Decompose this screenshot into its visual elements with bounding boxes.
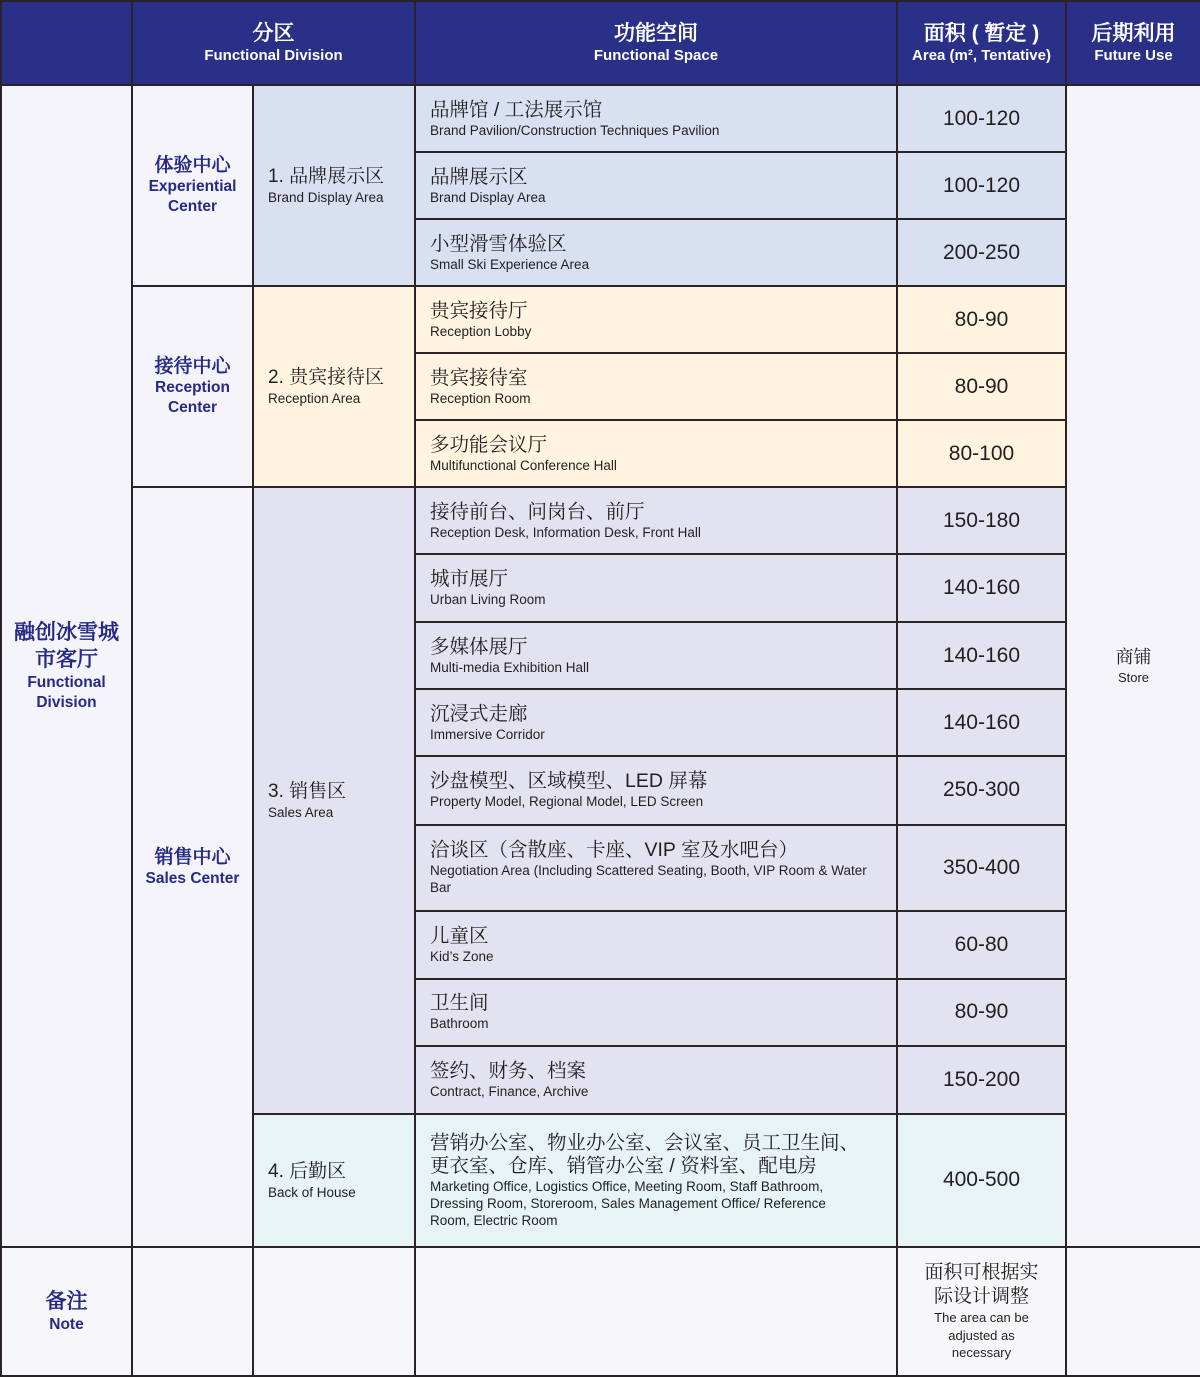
space-cell <box>415 420 897 487</box>
space-cell <box>415 622 897 689</box>
area-cell: 80-90 <box>897 353 1066 420</box>
area-cell: 140-160 <box>897 554 1066 622</box>
space-cell <box>415 1114 897 1247</box>
note-empty-cell <box>253 1247 415 1376</box>
center-experiential <box>132 85 253 286</box>
zone-en: Sales Area <box>268 805 334 820</box>
note-text-en: The area can be adjusted as necessary <box>934 1310 1029 1361</box>
zone-reception <box>253 286 415 487</box>
space-zh: 贵宾接待厅 <box>430 299 528 322</box>
space-en: Reception Desk, Information Desk, Front Hall <box>430 524 701 540</box>
center-zh: 体验中心 <box>154 155 231 177</box>
space-cell <box>415 689 897 756</box>
note-empty-cell <box>415 1247 897 1376</box>
center-reception <box>132 286 253 487</box>
note-text-zh: 面积可根据实际设计调整 <box>924 1262 1039 1308</box>
space-en: Small Ski Experience Area <box>430 256 590 272</box>
space-en: Urban Living Room <box>430 592 546 608</box>
zone-zh: 4. 后勤区 <box>268 1160 347 1182</box>
header-future <box>1066 1 1200 85</box>
header-future-en: Future Use <box>1094 47 1173 64</box>
center-zh: 销售中心 <box>154 846 231 868</box>
area-cell: 80-90 <box>897 286 1066 353</box>
area-cell: 60-80 <box>897 911 1066 979</box>
zone-en: Brand Display Area <box>268 190 384 206</box>
space-zh: 多媒体展厅 <box>430 635 528 658</box>
zone-en: Reception Area <box>268 391 361 407</box>
future-use-en: Store <box>1117 669 1150 685</box>
header-division-zh: 分区 <box>252 22 295 45</box>
space-cell <box>415 219 897 286</box>
space-en: Property Model, Regional Model, LED Screen <box>430 794 704 810</box>
space-zh: 卫生间 <box>430 992 489 1015</box>
header-area-zh: 面积 ( 暂定 ) <box>923 22 1040 45</box>
space-cell <box>415 353 897 420</box>
space-zh: 小型滑雪体验区 <box>430 232 567 255</box>
area-cell: 100-120 <box>897 152 1066 219</box>
zone-zh: 1. 品牌展示区 <box>268 166 385 188</box>
space-zh: 品牌展示区 <box>430 165 528 188</box>
note-text-cell <box>897 1247 1066 1376</box>
header-space <box>415 1 897 85</box>
area-cell: 400-500 <box>897 1114 1066 1247</box>
space-zh: 沉浸式走廊 <box>430 702 528 725</box>
center-en: Sales Center <box>145 869 240 887</box>
area-cell: 80-90 <box>897 979 1066 1046</box>
area-cell: 250-300 <box>897 756 1066 824</box>
space-cell <box>415 825 897 911</box>
zone-en: Back of House <box>268 1184 356 1200</box>
note-label-zh: 备注 <box>45 1289 88 1313</box>
area-cell: 150-200 <box>897 1046 1066 1114</box>
zone-zh: 3. 销售区 <box>268 781 347 802</box>
space-zh: 营销办公室、物业办公室、会议室、员工卫生间、更衣室、仓库、销管办公室 / 资料室、配电房 <box>430 1131 860 1177</box>
space-cell <box>415 554 897 622</box>
space-cell <box>415 286 897 353</box>
area-cell: 350-400 <box>897 825 1066 911</box>
space-cell <box>415 979 897 1046</box>
header-division-en: Functional Division <box>204 47 343 64</box>
space-cell <box>415 756 897 824</box>
space-zh: 签约、财务、档案 <box>430 1059 587 1082</box>
area-cell: 140-160 <box>897 689 1066 756</box>
header-space-zh: 功能空间 <box>614 22 698 45</box>
center-sales <box>132 487 253 1247</box>
note-label-cell <box>1 1247 132 1376</box>
space-en: Multi-media Exhibition Hall <box>430 659 590 675</box>
zone-brand-display <box>253 85 415 286</box>
header-future-zh: 后期利用 <box>1091 22 1176 45</box>
space-cell <box>415 85 897 152</box>
space-en: Immersive Corridor <box>430 726 545 742</box>
space-en: Marketing Office, Logistics Office, Meeting Room, Staff Bathroom, Dressing Room, Storeroom, Sales Management Office/ Reference Room, Electric Room <box>430 1178 826 1228</box>
zone-sales <box>253 487 415 1113</box>
space-cell <box>415 911 897 979</box>
header-empty <box>1 1 132 85</box>
future-use-cell <box>1066 85 1200 1247</box>
space-en: Reception Lobby <box>430 323 532 339</box>
space-zh: 品牌馆 / 工法展示馆 <box>430 98 603 121</box>
center-en: Experiential Center <box>148 178 237 216</box>
space-en: Brand Pavilion/Construction Techniques Pavilion <box>430 122 720 138</box>
space-zh: 接待前台、问岗台、前厅 <box>430 500 645 523</box>
note-empty-cell <box>132 1247 253 1376</box>
space-zh: 贵宾接待室 <box>430 366 528 389</box>
area-cell: 100-120 <box>897 85 1066 152</box>
table-row <box>1 286 1200 353</box>
space-en: Multifunctional Conference Hall <box>430 457 617 473</box>
space-en: Kid’s Zone <box>430 948 494 964</box>
area-cell: 200-250 <box>897 219 1066 286</box>
area-cell: 140-160 <box>897 622 1066 689</box>
zone-zh: 2. 贵宾接待区 <box>268 367 385 389</box>
table-row <box>1 85 1200 152</box>
space-en: Bathroom <box>430 1016 489 1032</box>
note-row <box>1 1247 1200 1376</box>
area-cell: 80-100 <box>897 420 1066 487</box>
center-zh: 接待中心 <box>154 356 231 378</box>
header-division <box>132 1 415 85</box>
project-en: Functional Division <box>27 673 106 711</box>
header-area <box>897 1 1066 85</box>
header-space-en: Functional Space <box>593 47 719 64</box>
space-en: Reception Room <box>430 390 531 406</box>
space-cell <box>415 1046 897 1114</box>
table-row <box>1 487 1200 554</box>
space-cell <box>415 152 897 219</box>
header-row <box>1 1 1200 85</box>
space-zh: 儿童区 <box>430 924 489 947</box>
zone-back-of-house <box>253 1114 415 1247</box>
center-en: Reception Center <box>155 379 230 417</box>
space-cell <box>415 487 897 554</box>
future-use-zh: 商铺 <box>1115 646 1152 667</box>
header-area-en: Area (m², Tentative) <box>912 47 1051 64</box>
project-zh: 融创冰雪城市客厅 <box>14 620 119 671</box>
space-en: Negotiation Area (Including Scattered Seating, Booth, VIP Room & Water Bar <box>430 863 867 896</box>
space-zh: 多功能会议厅 <box>430 433 548 456</box>
space-zh: 沙盘模型、区域模型、LED 屏幕 <box>430 770 708 793</box>
note-empty-cell <box>1066 1247 1200 1376</box>
space-zh: 城市展厅 <box>430 568 509 591</box>
space-en: Brand Display Area <box>430 189 546 205</box>
area-cell: 150-180 <box>897 487 1066 554</box>
project-cell <box>1 85 132 1247</box>
space-en: Contract, Finance, Archive <box>430 1083 589 1099</box>
space-zh: 洽谈区（含散座、卡座、VIP 室及水吧台） <box>430 839 798 862</box>
note-label-en: Note <box>49 1315 84 1333</box>
